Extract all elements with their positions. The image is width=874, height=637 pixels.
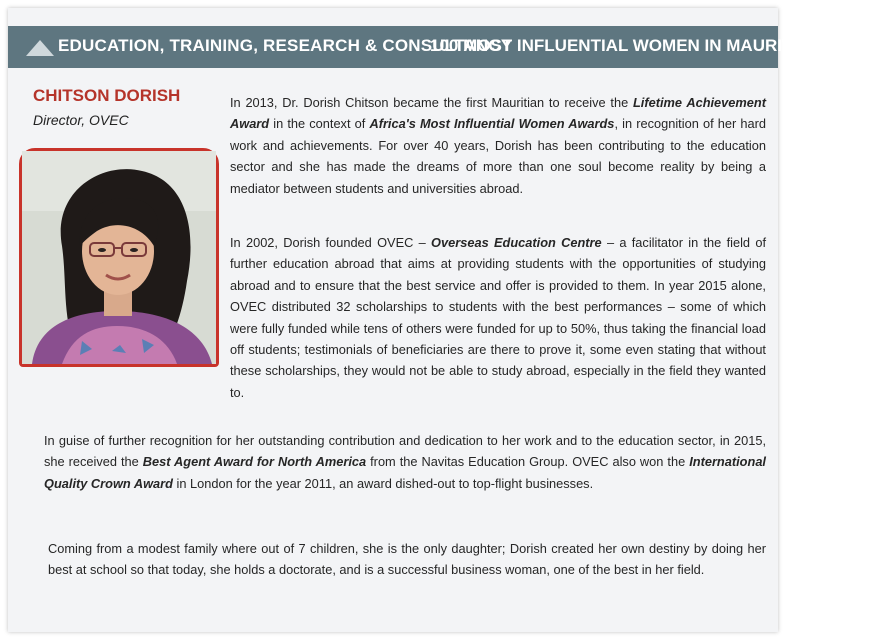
paragraph-1 [230,92,766,199]
paragraph-4 [48,538,766,581]
paragraph-1-text-b: in the context of [269,116,370,132]
portrait-illustration [22,151,216,364]
best-agent-award-name: Best Agent Award for North America [142,454,367,470]
magazine-page [8,8,874,632]
profile-name: CHITSON DORISH [33,86,181,105]
section-header-bar [8,26,874,68]
profile-photo [19,148,219,367]
paragraph-4-text: Coming from a modest family where out of 7 children, she is the only daughter; Dorish created her own destiny by doing her best at school so that today, she holds a doctorate, and is a successful business woman, one of the best in her field. [48,541,766,578]
lifetime-award-name: Lifetime Achievement Award [230,95,766,132]
paragraph-3-text-b: from the Navitas Education Group. OVEC also won the [366,454,690,470]
organization-full-name: Overseas Education Centre [431,235,602,250]
paragraph-2-text-b: – a facilitator in the field of further education abroad that aims at providing students with the opportunities of studying abroad and to ensure that the best service and offer is provided to them. In year 2015 alone, OVEC distributed 32 scholarships to students with the best performances – some of which were fully funded while tens of others were funded for up to 50%, thus taking the financial load off students; testimonials of beneficiaries are there to prove it, some even stating that without these scholarships, they would not be able to study abroad, especially in the field they wanted to. [230,235,767,400]
profile-role: Director, OVEC [33,112,129,128]
paragraph-3-text-c: in London for the year 2011, an award dished-out to top-flight businesses. [172,475,594,491]
paragraph-2 [230,232,766,403]
triangle-icon [26,40,54,56]
section-title: EDUCATION, TRAINING, RESEARCH & CONSULTANCY [58,36,513,55]
paragraph-1-text-a: In 2013, Dr. Dorish Chitson became the first Mauritian to receive the [230,95,633,110]
quality-crown-award-name: International Quality Crown Award [44,454,766,491]
publication-title: 100 MOST INFLUENTIAL WOMEN IN MAURITIUS • 2016 [430,36,874,55]
paragraph-2-text-a: In 2002, Dorish founded OVEC – [230,235,432,250]
paragraph-3-text-a: In guise of further recognition for her outstanding contribution and dedication to her work and to the education sector, in 2015, she received the [44,433,766,470]
awards-event-name: Africa's Most Influential Women Awards [369,116,615,132]
paragraph-3 [44,430,766,494]
paragraph-1-text-c: , in recognition of her hard work and achievements. For over 40 years, Dorish has been contributing to the education sector and she has made the dreams of more than one soul become reality by being a mediator between students and universities abroad. [230,116,766,196]
